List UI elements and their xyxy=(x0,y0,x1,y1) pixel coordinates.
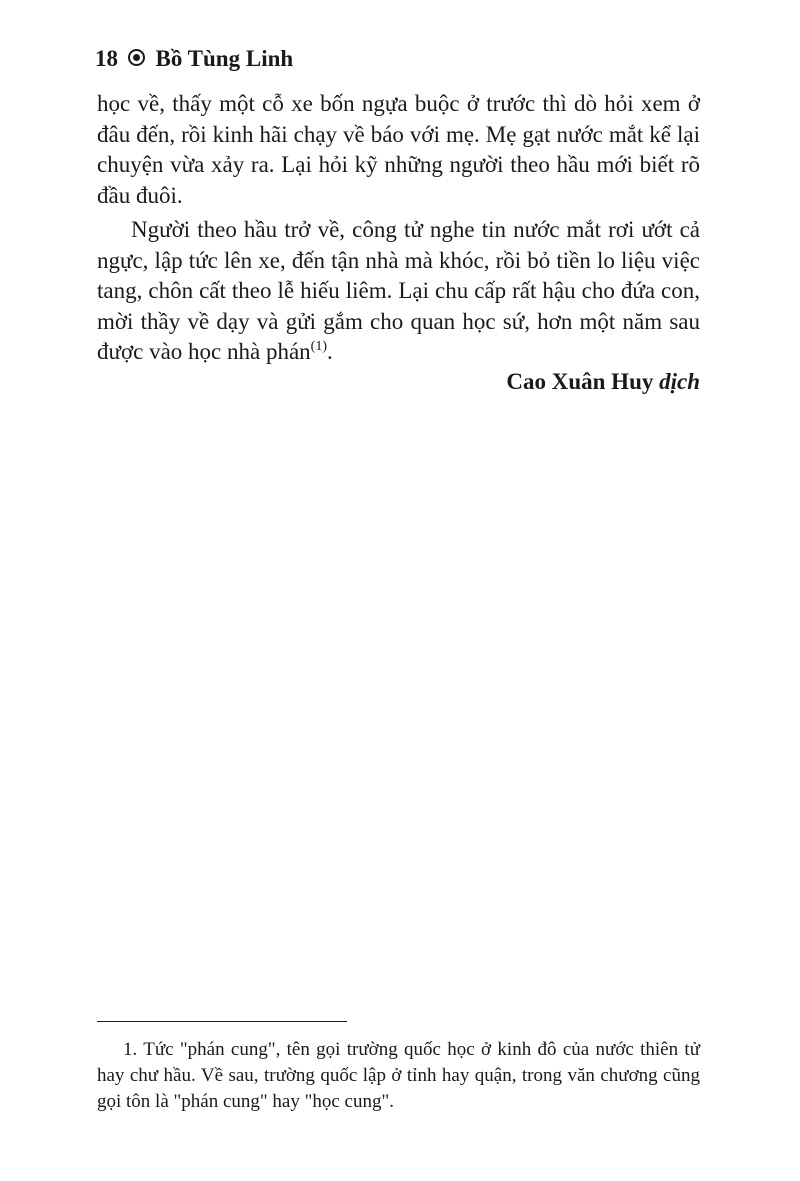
translator-name: Cao Xuân Huy xyxy=(506,369,654,394)
footnote-text: 1. Tức "phán cung", tên gọi trường quốc học ở kinh đô của nước thiên tử hay chư hầu. Về sau, trường quốc lập ở tỉnh hay quận, trong văn chương cũng gọi tôn là "phán cung" hay "học cung". xyxy=(97,1039,700,1112)
body-text xyxy=(97,89,700,372)
paragraph-1: học về, thấy một cỗ xe bốn ngựa buộc ở trước thì dò hỏi xem ở đâu đến, rồi kinh hãi chạy về báo với mẹ. Mẹ gạt nước mắt kể lại chuyện vừa xảy ra. Lại hỏi kỹ những người theo hầu mới biết rõ đầu đuôi. xyxy=(97,91,700,208)
page-number: 18 xyxy=(95,46,118,71)
footnote-reference: (1) xyxy=(310,339,327,354)
translator-signature xyxy=(506,367,700,397)
paragraph-2-end: . xyxy=(327,339,333,364)
translator-role: dịch xyxy=(659,369,700,394)
circle-bullet-icon xyxy=(128,49,145,66)
running-head xyxy=(95,44,293,74)
paragraph-2 xyxy=(97,215,700,368)
footnote-divider xyxy=(97,1021,347,1022)
footnote xyxy=(97,1037,700,1115)
author-name: Bồ Tùng Linh xyxy=(155,46,294,71)
paragraph-2-text: Người theo hầu trở về, công tử nghe tin nước mắt rơi ướt cả ngực, lập tức lên xe, đến tận nhà mà khóc, rồi bỏ tiền lo liệu việc tang, chôn cất theo lễ hiếu liêm. Lại chu cấp rất hậu cho đứa con, mời thầy về dạy và gửi gắm cho quan học sứ, hơn một năm sau được vào học nhà phán xyxy=(97,217,700,364)
